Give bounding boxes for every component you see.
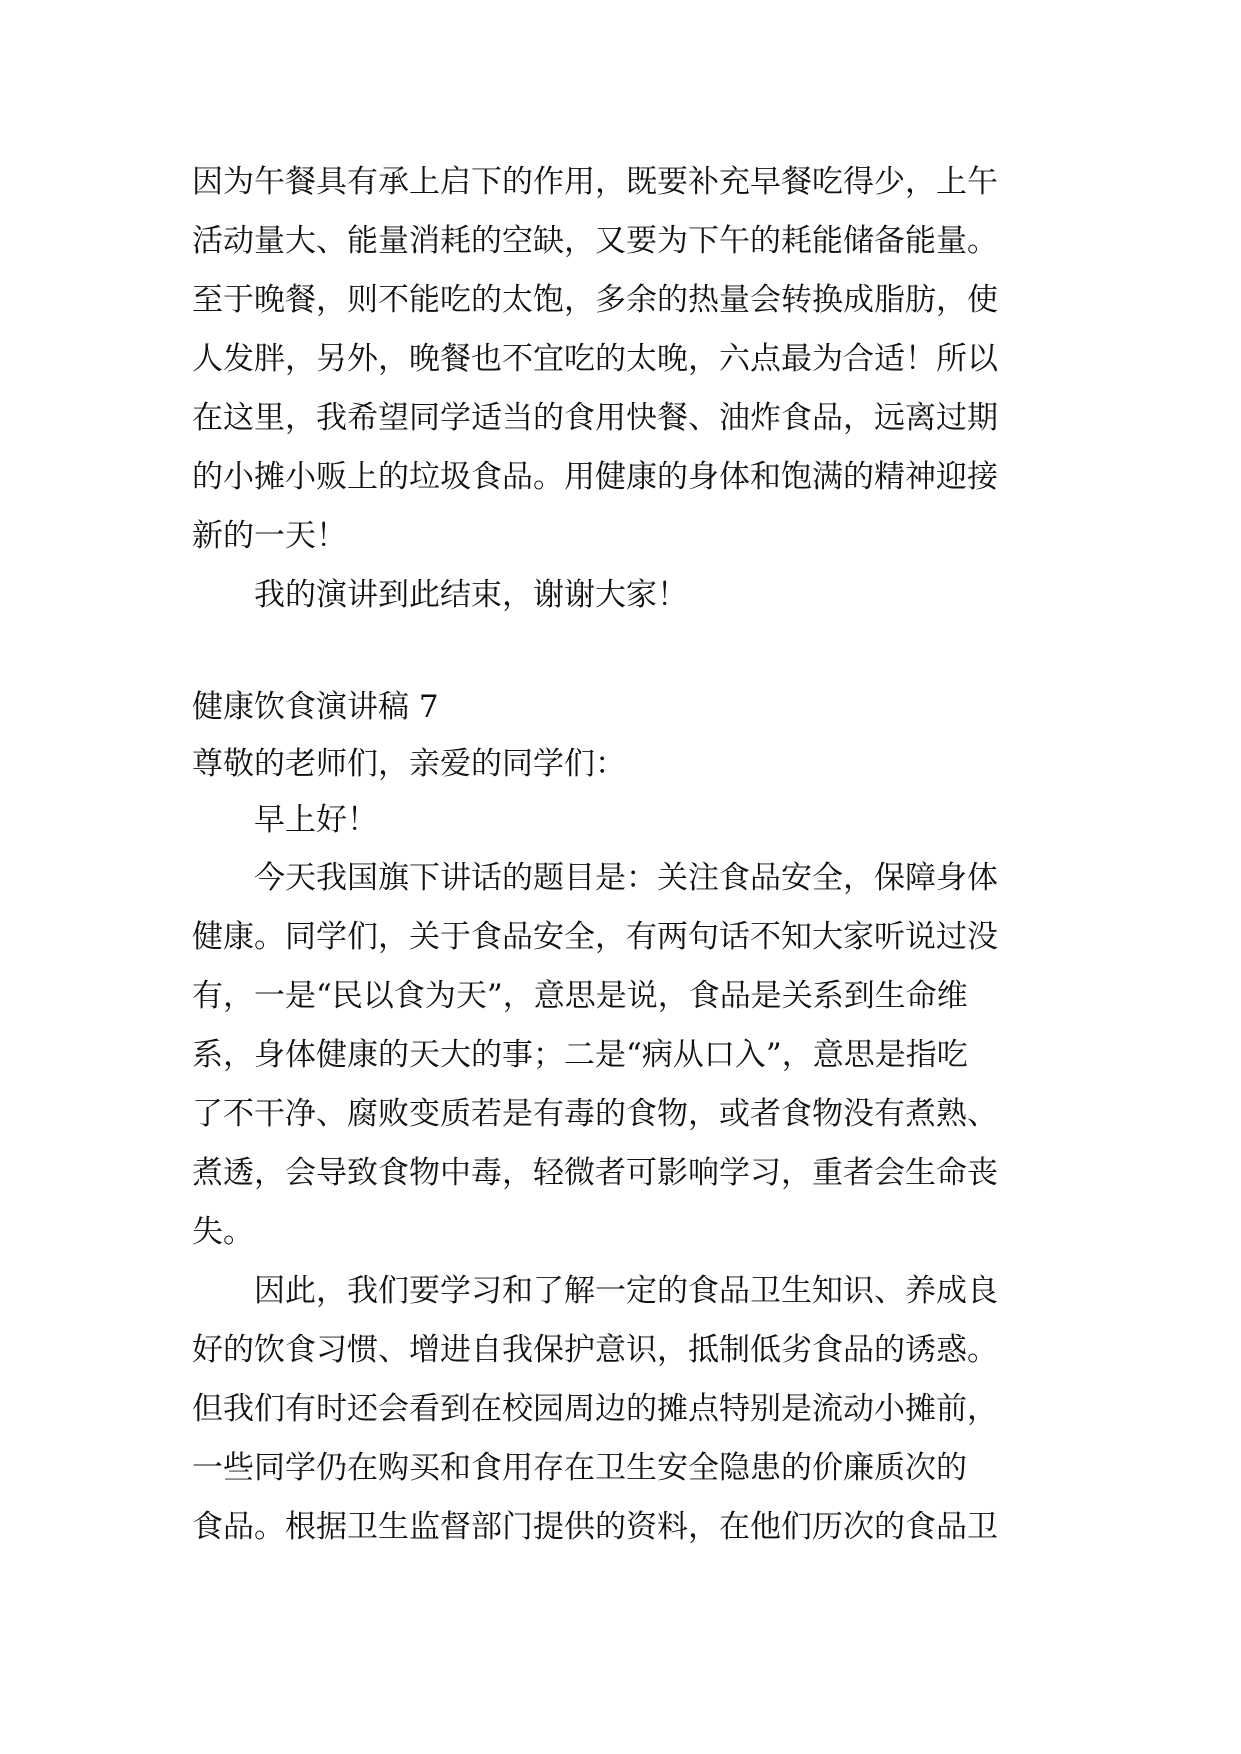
paragraph-line: 在这里，我希望同学适当的食用快餐、油炸食品，远离过期 bbox=[192, 400, 998, 436]
section-title: 健康饮食演讲稿 7 bbox=[192, 689, 439, 725]
paragraph-line: 食品。根据卫生监督部门提供的资料，在他们历次的食品卫 bbox=[192, 1509, 998, 1545]
paragraph-line: 健康。同学们，关于食品安全，有两句话不知大家听说过没 bbox=[192, 919, 998, 955]
paragraph-line: 今天我国旗下讲话的题目是：关注食品安全，保障身体 bbox=[254, 860, 998, 896]
closing-line: 我的演讲到此结束，谢谢大家！ bbox=[254, 577, 688, 613]
paragraph-line: 煮透，会导致食物中毒，轻微者可影响学习，重者会生命丧 bbox=[192, 1155, 998, 1191]
paragraph-line: 新的一天！ bbox=[192, 518, 347, 554]
paragraph-line: 但我们有时还会看到在校园周边的摊点特别是流动小摊前， bbox=[192, 1391, 998, 1427]
paragraph-line: 活动量大、能量消耗的空缺，又要为下午的耗能储备能量。 bbox=[192, 223, 998, 259]
paragraph-line: 人发胖，另外，晚餐也不宜吃的太晚，六点最为合适！所以 bbox=[192, 341, 998, 377]
paragraph-line: 的小摊小贩上的垃圾食品。用健康的身体和饱满的精神迎接 bbox=[192, 459, 998, 495]
salutation-line: 尊敬的老师们，亲爱的同学们： bbox=[192, 746, 626, 782]
paragraph-line: 了不干净、腐败变质若是有毒的食物，或者食物没有煮熟、 bbox=[192, 1096, 998, 1132]
paragraph-line: 系，身体健康的天大的事；二是“病从口入”，意思是指吃 bbox=[192, 1037, 968, 1073]
paragraph-line: 失。 bbox=[192, 1214, 254, 1250]
paragraph-line: 一些同学仍在购买和食用存在卫生安全隐患的价廉质次的 bbox=[192, 1450, 967, 1486]
paragraph-line: 有，一是“民以食为天”，意思是说，食品是关系到生命维 bbox=[192, 978, 968, 1014]
paragraph-line: 至于晚餐，则不能吃的太饱，多余的热量会转换成脂肪，使 bbox=[192, 282, 998, 318]
paragraph-line: 因为午餐具有承上启下的作用，既要补充早餐吃得少，上午 bbox=[192, 164, 998, 200]
greeting-line: 早上好！ bbox=[254, 802, 378, 838]
paragraph-line: 好的饮食习惯、增进自我保护意识，抵制低劣食品的诱惑。 bbox=[192, 1332, 998, 1368]
paragraph-line: 因此，我们要学习和了解一定的食品卫生知识、养成良 bbox=[254, 1273, 998, 1309]
